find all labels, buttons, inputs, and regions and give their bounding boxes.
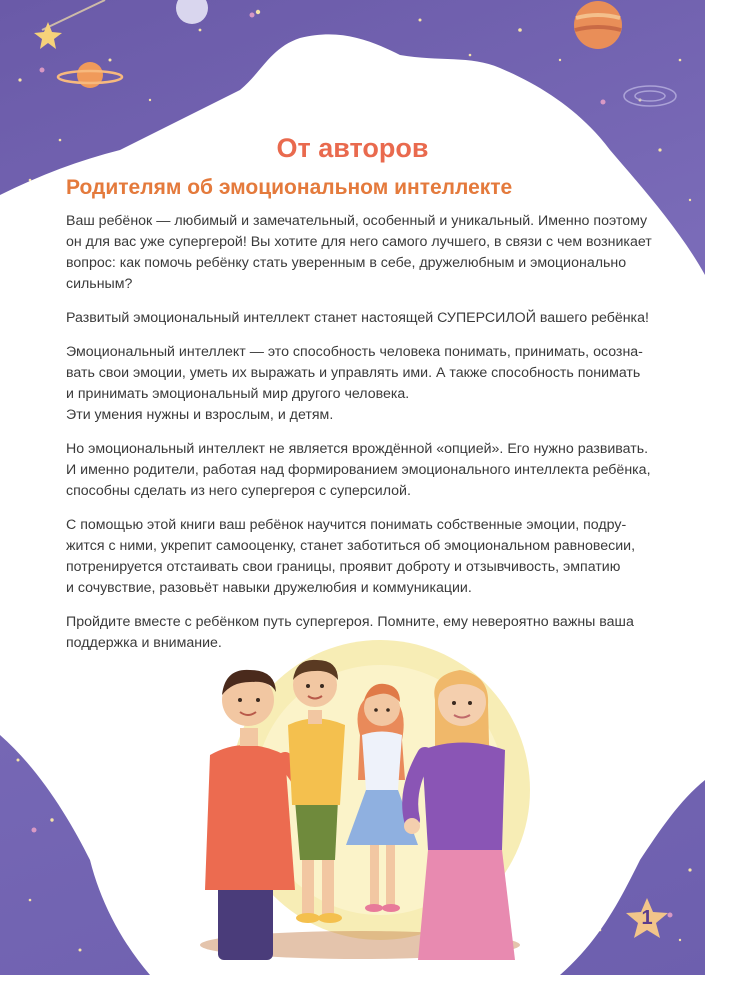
section-heading: Родителям об эмоциональном интеллекте: [66, 176, 513, 199]
paragraph-1: Ваш ребёнок — любимый и замечательный, особенный и уникальный. Именно поэтому он для вас уже супергерой! Вы хотите для него самого лучшего, в связи с чем возникает вопрос: как помочь ребёнку стать уверенным в себе, дружелюбным и эмоционально сильным?: [66, 213, 652, 292]
paragraph-5: С помощью этой книги ваш ребёнок научится понимать собственные эмоции, подру- жится с ними, укрепит самооценку, станет заботиться об эмоциональном равновесии, потренируется отстаивать свои границы, проявит доброту и отзывчивость, эмпатию и сочувствие, разовьёт навыки дружелюбия и коммуникации.: [66, 517, 636, 596]
paragraph-4: Но эмоциональный интеллект не является врождённой «опцией». Его нужно развивать. И именно родители, работая над формированием эмоционального интеллекта ребёнка, способны сделать из него супергероя с суперсилой.: [66, 441, 651, 499]
page-margin-bottom: [0, 975, 750, 1000]
page-number: 1: [641, 907, 653, 929]
page-title: От авторов: [276, 133, 429, 163]
body-text: [66, 211, 656, 667]
paragraph-6: Пройдите вместе с ребёнком путь супергероя. Помните, ему невероятно важны ваша поддержка и внимание.: [66, 614, 634, 651]
mother-figure: [404, 670, 515, 960]
page-number-badge: [624, 896, 670, 942]
page-margin-right: [705, 0, 750, 1000]
family-illustration: [190, 640, 570, 970]
boy-figure: [288, 660, 345, 923]
paragraph-2: Развитый эмоциональный интеллект станет настоящей СУПЕРСИЛОЙ вашего ребёнка!: [66, 310, 649, 326]
paragraph-3: Эмоциональный интеллект — это способность человека понимать, принимать, осозна- вать свои эмоции, уметь их выражать и управлять ими. А также способность понимать и принимать эмоциональный мир другого человека. Эти умения нужны и взрослым, и детям.: [66, 344, 643, 423]
